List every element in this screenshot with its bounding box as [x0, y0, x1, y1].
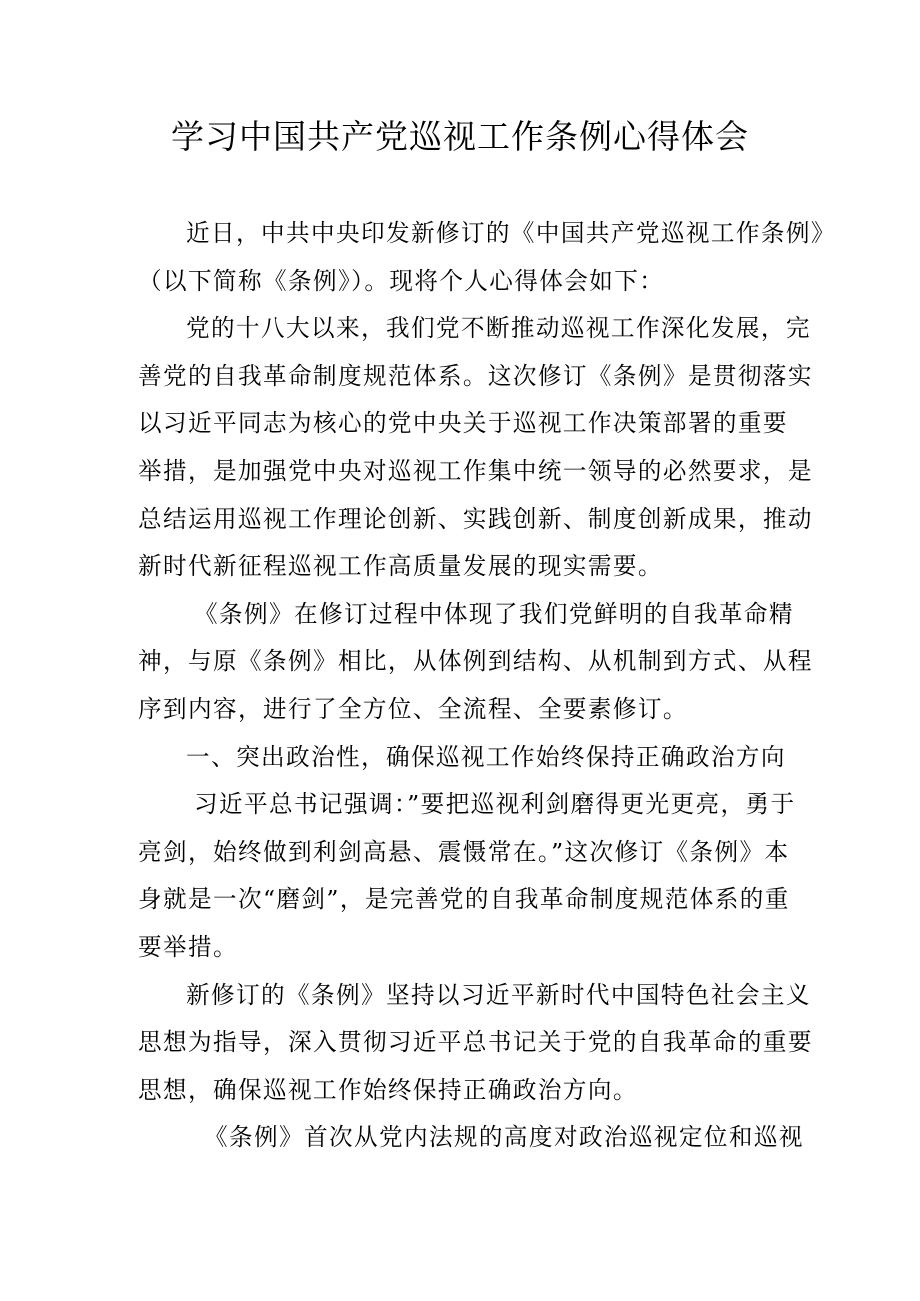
- text-line: 思想，确保巡视工作始终保持正确政治方向。: [138, 1075, 638, 1104]
- text-line: 举措，是加强党中央对巡视工作集中统一领导的必然要求，是: [138, 456, 813, 485]
- text-line: 党的十八大以来，我们党不断推动巡视工作深化发展，完: [186, 314, 811, 343]
- text-line: 序到内容，进行了全方位、全流程、全要素修订。: [138, 694, 688, 723]
- text-line: 习近平总书记强调：”要把巡视利剑磨得更光更亮，勇于: [194, 790, 796, 819]
- text-line: 善党的自我革命制度规范体系。这次修订《条例》是贯彻落实: [138, 361, 813, 390]
- text-line: 亮剑，始终做到利剑高悬、震慑常在。”这次修订《条例》本: [138, 837, 790, 866]
- text-line: 要举措。: [138, 932, 238, 961]
- text-line: 神，与原《条例》相比，从体例到结构、从机制到方式、从程: [138, 647, 813, 676]
- document-title: 学习中国共产党巡视工作条例心得体会: [171, 117, 749, 156]
- text-line: 《条例》首次从党内法规的高度对政治巡视定位和巡视: [204, 1123, 804, 1152]
- section-heading: 一、突出政治性，确保巡视工作始终保持正确政治方向: [186, 742, 786, 771]
- text-line: 以习近平同志为核心的党中央关于巡视工作决策部署的重要: [138, 409, 788, 438]
- text-line: （以下简称《条例》）。现将个人心得体会如下：: [138, 266, 665, 295]
- text-line: 总结运用巡视工作理论创新、实践创新、制度创新成果，推动: [138, 504, 813, 533]
- text-line: 身就是一次“磨剑”，是完善党的自我革命制度规范体系的重: [138, 885, 790, 914]
- text-line: 近日，中共中央印发新修订的《中国共产党巡视工作条例》: [186, 219, 836, 247]
- text-line: 新修订的《条例》坚持以习近平新时代中国特色社会主义: [186, 980, 811, 1009]
- document-body: [138, 210, 836, 1162]
- text-line: 《条例》在修订过程中体现了我们党鲜明的自我革命精: [194, 599, 794, 628]
- text-line: 思想为指导，深入贯彻习近平总书记关于党的自我革命的重要: [138, 1028, 813, 1057]
- text-line: 新时代新征程巡视工作高质量发展的现实需要。: [138, 552, 663, 581]
